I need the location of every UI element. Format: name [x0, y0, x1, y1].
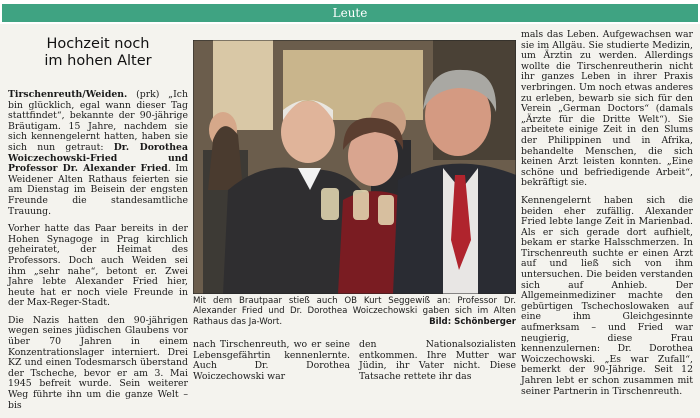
photo-caption: [193, 296, 516, 327]
headline-line-2: im hohen Alter: [44, 53, 152, 69]
section-title: Leute: [332, 6, 368, 20]
photo-credit: Bild: Schönberger: [429, 316, 516, 327]
caption-text: Mit dem Brautpaar stieß auch OB Kurt Seggewiß an: Professor Dr. Alexander Fried und Dr. Dorothea Woiczechowski gaben sich im Alten Rathaus das Ja-Wort.: [193, 296, 516, 327]
column-2a-text: nach Tirschenreuth, wo er seine Lebensgefährtin kennenlernte. Auch Dr. Dorothea Woiczechowski war: [193, 339, 350, 382]
headline-line-1: Hochzeit noch: [46, 36, 150, 52]
article-column-3: [521, 30, 693, 404]
article-column-2a: [193, 340, 350, 389]
lead-text-1: (prk) „Ich bin glücklich, egal wann dieser Tag stattfindet“, bekannte der 90-jährige Bräutigam. 15 Jahre, nachdem sie sich kennengelernt hatten, haben sie sich nun getraut:: [8, 89, 188, 153]
article-headline: [8, 36, 188, 70]
couple-names: Dr. Dorothea Woiczechowski-Fried und Professor Dr. Alexander Fried: [8, 141, 188, 175]
column-3-paragraph-2: Kennengelernt haben sich die beiden eher zufällig. Alexander Fried lebte lange Zeit in Marienbad. Als er sich gerade dort aufhielt, bekam er starke Halsschmerzen. In Tirschenreuth suchte er einen Arzt auf und ließ sich von ihm untersuchen. Die beiden verstanden sich auf Anhieb. Der Allgemeinmediziner machte den gebürtigen Tschechoslowaken auf eine ihm Gleichgesinnte aufmerksam – und Fried war neugierig, diese Frau kennenzulernen: Dr. Dorothea Woiczechowski. „Es war Zufall“, bemerkt der 90-Jährige. Seit 12 Jahren lebt er schon zusammen mit seiner Partnerin in Tirschenreuth.: [521, 194, 693, 397]
column-2b-text: den Nationalsozialisten entkommen. Ihre Mutter war Jüdin, ihr Vater nicht. Diese Tatsache rettete ihr das: [359, 339, 516, 382]
lead-text-2: . Im Weidener Alten Rathaus feierten sie am Dienstag im Beisein der engsten Freunde die standesamtliche Trauung.: [8, 163, 188, 217]
column-3-paragraph-1: mals das Leben. Aufgewachsen war sie im Allgäu. Sie studierte Medizin, um Ärztin zu werden. Allerdings wollte die Tirschenreutherin nicht ihr ganzes Leben in ihrer Praxis verbringen. Um noch etwas anderes zu erleben, bewarb sie sich für den Verein „German Doctors“ (damals „Ärzte für die Dritte Welt“). Sie arbeitete einige Zeit in den Slums der Philippinen und in Afrika, behandelte Menschen, die sich keinen Arzt leisten konnten. „Eine schöne und befriedigende Arbeit“, bekräftigt sie.: [521, 29, 693, 189]
paragraph-3: Die Nazis hatten den 90-jährigen wegen seines jüdischen Glaubens vor über 70 Jahren in einem Konzentrationslager interniert. Drei KZ und einen Todesmarsch überstand der Tscheche, bevor er am 3. Mai 1945 befreit wurde. Sein weiterer Weg führte ihn um die ganze Welt – bis: [8, 314, 188, 411]
wedding-photo: [193, 40, 516, 294]
lead-paragraph: [8, 90, 188, 217]
dateline: Tirschenreuth/Weiden.: [8, 89, 128, 100]
article-column-1: [8, 90, 188, 418]
paragraph-2: Vorher hatte das Paar bereits in der Hohen Synagoge in Prag kirchlich geheiratet, der Heimat des Professors. Doch auch Weiden sei ihm „sehr nahe“, betont er. Zwei Jahre lebte Alexander Fried hier, heute hat er noch viele Freunde in der Max-Reger-Stadt.: [8, 223, 188, 309]
section-header: [0, 0, 700, 24]
article-column-2b: [359, 340, 516, 389]
